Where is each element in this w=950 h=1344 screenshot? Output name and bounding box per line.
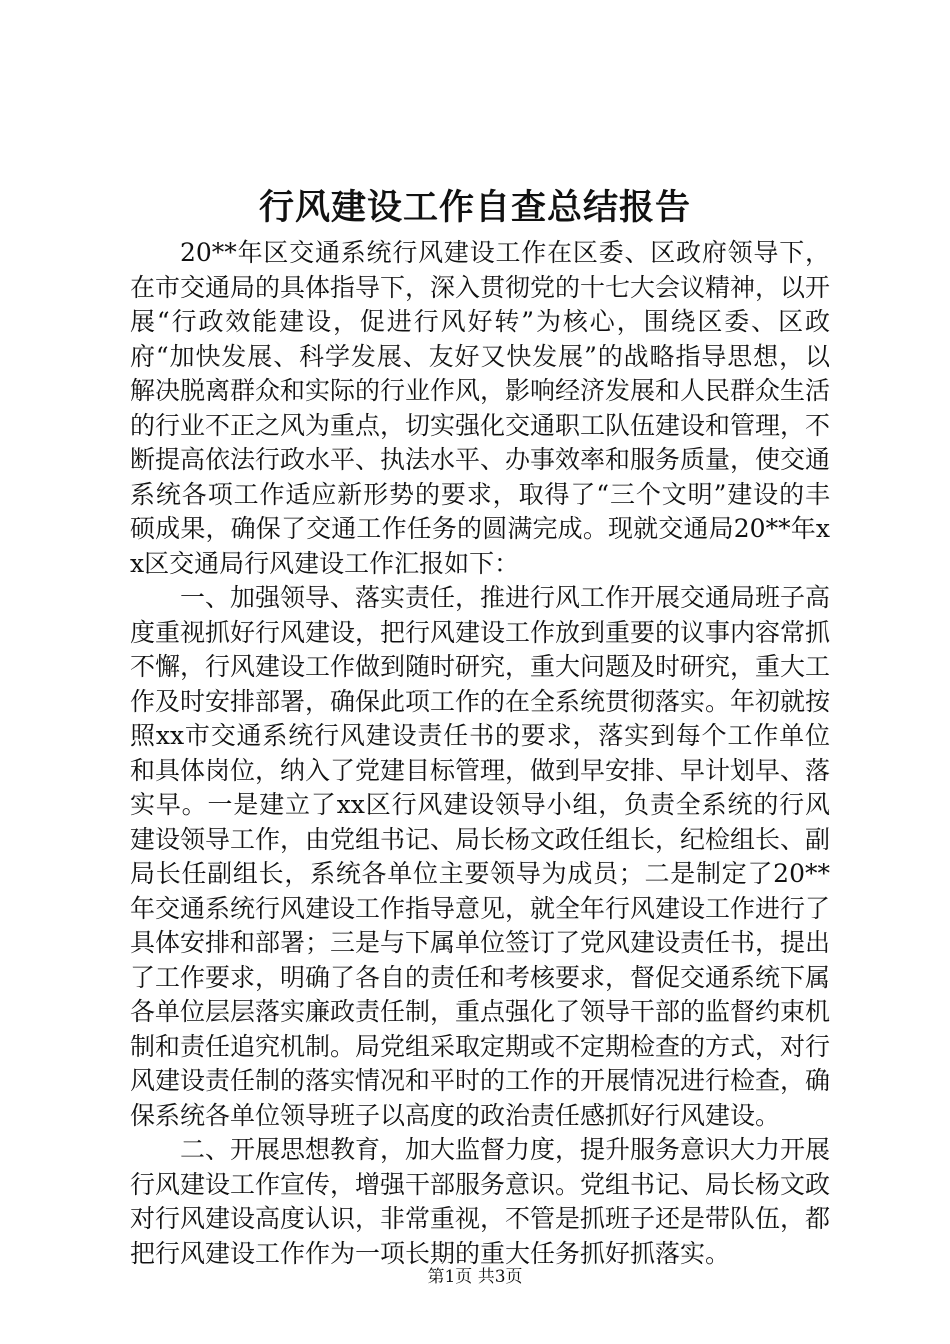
document-body: [130, 236, 830, 1271]
document-title: 行风建设工作自查总结报告: [258, 187, 691, 228]
paragraph-section-2: 二、开展思想教育，加大监督力度，提升服务意识大力开展行风建设工作宣传，增强干部服务意识。党组书记、局长杨文政对行风建设高度认识，非常重视，不管是抓班子还是带队伍，都把行风建设工作作为一项长期的重大任务抓好抓落实。: [130, 1135, 831, 1268]
paragraph-intro: 20**年区交通系统行风建设工作在区委、区政府领导下，在市交通局的具体指导下，深入贯彻党的十七大会议精神，以开展“行政效能建设，促进行风好转”为核心，围绕区委、区政府“加快发展、科学发展、友好又快发展”的战略指导思想，以解决脱离群众和实际的行业作风，影响经济发展和人民群众生活的行业不正之风为重点，切实强化交通职工队伍建设和管理，不断提高依法行政水平、执法水平、办事效率和服务质量，使交通系统各项工作适应新形势的要求，取得了“三个文明”建设的丰硕成果，确保了交通工作任务的圆满完成。现就交通局20**年xx区交通局行风建设工作汇报如下：: [130, 238, 831, 578]
page-number-footer: 第1页 共3页: [427, 1267, 523, 1287]
paragraph-section-1: 一、加强领导、落实责任，推进行风工作开展交通局班子高度重视抓好行风建设，把行风建设工作放到重要的议事内容常抓不懈，行风建设工作做到随时研究，重大问题及时研究，重大工作及时安排部署，确保此项工作的在全系统贯彻落实。年初就按照xx市交通系统行风建设责任书的要求，落实到每个工作单位和具体岗位，纳入了党建目标管理，做到早安排、早计划早、落实早。一是建立了xx区行风建设领导小组，负责全系统的行风建设领导工作，由党组书记、局长杨文政任组长，纪检组长、副局长任副组长，系统各单位主要领导为成员；二是制定了20**年交通系统行风建设工作指导意见，就全年行风建设工作进行了具体安排和部署；三是与下属单位签订了党风建设责任书，提出了工作要求，明确了各自的责任和考核要求，督促交通系统下属各单位层层落实廉政责任制，重点强化了领导干部的监督约束机制和责任追究机制。局党组采取定期或不定期检查的方式，对行风建设责任制的落实情况和平时的工作的开展情况进行检查，确保系统各单位领导班子以高度的政治责任感抓好行风建设。: [130, 583, 831, 1130]
